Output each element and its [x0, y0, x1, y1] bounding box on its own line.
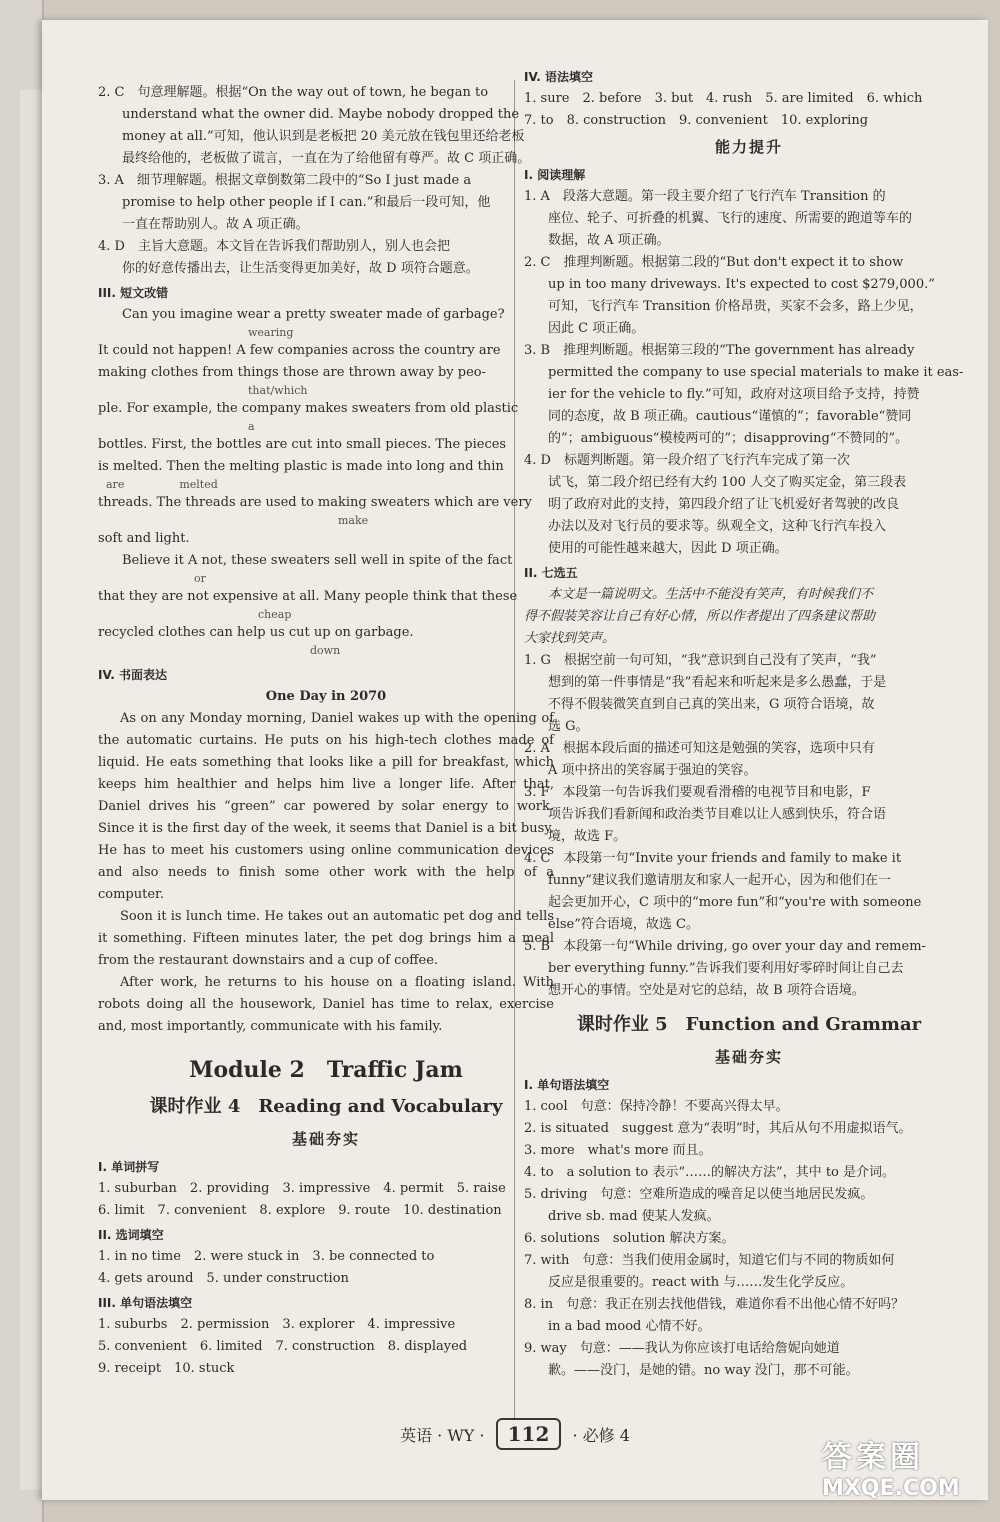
answer-line: 的”；ambiguous“模棱两可的”；disapproving“不赞同的”。	[548, 431, 909, 446]
answer-line: 2. C 句意理解题。根据“On the way out of town, he began to	[98, 85, 489, 100]
grammar-answers	[524, 1096, 974, 1382]
answer-line: 2. C 推理判断题。根据第二段的“But don't expect it to show	[524, 255, 904, 270]
section-header-reading: I. 阅读理解	[524, 168, 586, 182]
seven-intro	[524, 584, 974, 650]
answer-line: 想开心的事情。空处是对它的总结，故 B 项符合语境。	[548, 983, 865, 998]
passage-line: soft and light.	[98, 531, 190, 546]
answer-line: 数据，故 A 项正确。	[548, 233, 670, 248]
passage-line: Believe it A not, these sweaters sell well in spite of the fact	[122, 553, 513, 568]
answer-line: 2. is situated suggest 意为“表明”时，其后从句不用虚拟语气。	[524, 1121, 912, 1136]
reading-answers-top	[98, 82, 554, 280]
answer-line: 6. limit 7. convenient 8. explore 9. route 10. destination	[98, 1203, 502, 1218]
section-header-writing: IV. 书面表达	[98, 668, 167, 682]
section-header-grammar-cloze: IV. 语法填空	[524, 70, 593, 84]
answer-line: 1. G 根据空前一句可知，“我”意识到自己没有了笑声，“我”	[524, 653, 877, 668]
essay-paragraph: Soon it is lunch time. He takes out an automatic pet dog and tells it something. Fifteen minutes later, the pet dog brings him a meal from the restaurant downstairs and a cup of coffee.	[98, 909, 554, 968]
answer-line: 2. A 根据本段后面的描述可知这是勉强的笑容，选项中只有	[524, 741, 875, 756]
passage-line: bottles. First, the bottles are cut into small pieces. The pieces	[98, 437, 507, 452]
answer-line: 4. to a solution to 表示“……的解决方法”，其中 to 是介词。	[524, 1165, 896, 1180]
answer-line: 4. C 本段第一句“Invite your friends and family to make it	[524, 851, 902, 866]
answer-line: 同的态度，故 B 项正确。cautious“谨慎的”；favorable“赞同	[548, 409, 912, 424]
answer-line: 1. suburbs 2. permission 3. explorer 4. impressive	[98, 1317, 456, 1332]
answer-line: 歉。——没门，是她的错。no way 没门，那不可能。	[548, 1363, 859, 1378]
correction-note: wearing	[248, 326, 294, 339]
footer-subject: 英语 · WY ·	[400, 1426, 485, 1445]
correction-note: that/which	[248, 384, 308, 397]
answer-line: drive sb. mad 使某人发疯。	[548, 1209, 720, 1224]
basic-practice-title: 基础夯实	[291, 1130, 360, 1148]
passage-line: It could not happen! A few companies across the country are	[98, 343, 501, 358]
lesson-title: 课时作业 4 Reading and Vocabulary	[149, 1096, 503, 1117]
answer-line: 9. receipt 10. stuck	[98, 1361, 235, 1376]
ability-title: 能力提升	[714, 138, 783, 156]
essay-title: One Day in 2070	[265, 689, 387, 704]
section-header-grammar-fill: III. 单句语法填空	[98, 1296, 193, 1310]
answer-line: funny”建议我们邀请朋友和家人一起开心，因为和他们在一	[548, 873, 891, 888]
watermark-title: 答案圈	[822, 1440, 924, 1475]
answer-line: 不得不假装微笑直到自己真的笑出来，G 项符合语境，故	[548, 697, 875, 712]
answer-line: 起会更加开心，C 项中的“more fun”和“you're with someone	[548, 895, 922, 910]
passage-line: recycled clothes can help us cut up on garbage.	[98, 625, 414, 640]
answer-line: promise to help other people if I can.”和最后一段可知，他	[122, 195, 491, 210]
passage-line: ple. For example, the company makes sweaters from old plastic	[98, 401, 519, 416]
answer-line: 7. with 句意：当我们使用金属时，知道它们与不同的物质如何	[524, 1253, 895, 1268]
correction-note: or	[194, 572, 206, 585]
answer-line: money at all.”可知，他认识到是老板把 20 美元放在钱包里还给老板	[122, 129, 525, 144]
intro-line: 本文是一篇说明文。生活中不能没有笑声，有时候我们不	[548, 587, 874, 602]
reading-answers	[524, 186, 974, 560]
answer-line: 使用的可能性越来越大，因此 D 项正确。	[548, 541, 788, 556]
correction-note: make	[338, 514, 369, 527]
answer-line: 4. gets around 5. under construction	[98, 1271, 349, 1286]
answer-line: 可知，飞行汽车 Transition 价格昂贵，买家不会多，路上少见，	[548, 299, 923, 314]
answer-line: 5. driving 句意：空难所造成的噪音足以使当地居民发疯。	[524, 1187, 874, 1202]
answer-line: 选 G。	[548, 719, 589, 734]
correction-note: cheap	[258, 608, 292, 621]
answer-line: 7. to 8. construction 9. convenient 10. exploring	[524, 113, 869, 128]
error-correction-passage	[98, 304, 554, 658]
answer-line: 5. convenient 6. limited 7. construction 8. displayed	[98, 1339, 468, 1354]
watermark-url: MXQE.COM	[822, 1476, 960, 1501]
section-header-grammar-fill: I. 单句语法填空	[524, 1078, 610, 1092]
passage-line: Can you imagine wear a pretty sweater made of garbage?	[122, 307, 505, 322]
book-page	[42, 20, 988, 1500]
answer-line: 反应是很重要的。react with 与……发生化学反应。	[548, 1275, 854, 1290]
answer-line: 座位、轮子、可折叠的机翼、飞行的速度、所需要的跑道等车的	[548, 211, 913, 226]
answer-line: 因此 C 项正确。	[548, 321, 645, 336]
answer-line: 项告诉我们看新闻和政治类节目难以让人感到快乐，符合语	[548, 807, 887, 822]
answer-line: ier for the vehicle to fly.”可知，政府对这项目给予支持，持赞	[548, 387, 920, 402]
answer-line: permitted the company to use special materials to make it eas-	[548, 365, 964, 380]
answer-line: 一直在帮助别人。故 A 项正确。	[122, 217, 309, 232]
answer-line: understand what the owner did. Maybe nobody dropped the	[122, 107, 520, 122]
answer-line: 3. F 本段第一句告诉我们要观看滑稽的电视节目和电影，F	[524, 785, 871, 800]
answer-line: 1. A 段落大意题。第一段主要介绍了飞行汽车 Transition 的	[524, 189, 886, 204]
passage-line: is melted. Then the melting plastic is made into long and thin	[98, 459, 504, 474]
adjacent-page-strip	[20, 90, 42, 1490]
footer-volume: · 必修 4	[572, 1426, 630, 1445]
answer-line: 想到的第一件事情是“我”看起来和听起来是多么愚蠢，于是	[548, 675, 887, 690]
answer-line: ber everything funny.”告诉我们要利用好零碎时间让自己去	[548, 961, 904, 976]
answer-line: 最终给他的，老板做了谎言，一直在为了给他留有尊严。故 C 项正确。	[122, 151, 531, 166]
answer-line: 1. cool 句意：保持冷静！不要高兴得太早。	[524, 1099, 789, 1114]
answer-line: 1. sure 2. before 3. but 4. rush 5. are limited 6. which	[524, 91, 923, 106]
intro-line: 大家找到笑声。	[524, 631, 616, 646]
section-header-error-correction: III. 短文改错	[98, 286, 169, 300]
answer-line: in a bad mood 心情不好。	[548, 1319, 711, 1334]
answer-line: 9. way 句意：——我认为你应该打电话给詹妮向她道	[524, 1341, 840, 1356]
basic-practice-title: 基础夯实	[714, 1048, 783, 1066]
answer-line: 3. B 推理判断题。根据第三段的“The government has already	[524, 343, 915, 358]
page-number: 112	[496, 1418, 562, 1450]
section-header-spelling: I. 单词拼写	[98, 1160, 160, 1174]
passage-line: making clothes from things those are thrown away by peo-	[98, 365, 486, 380]
section-header-seven-choose-five: II. 七选五	[524, 566, 578, 580]
module-title: Module 2 Traffic Jam	[189, 1057, 463, 1083]
correction-note: a	[248, 420, 255, 433]
answer-line: 1. suburban 2. providing 3. impressive 4. permit 5. raise	[98, 1181, 506, 1196]
answer-line: up in too many driveways. It's expected to cost $279,000.”	[548, 277, 935, 292]
correction-note: are melted	[106, 478, 218, 491]
left-column	[98, 82, 554, 1380]
answer-line: 4. D 主旨大意题。本文旨在告诉我们帮助别人，别人也会把	[98, 239, 450, 254]
seven-answers	[524, 650, 974, 1002]
answer-line: 3. A 细节理解题。根据文章倒数第二段中的“So I just made a	[98, 173, 472, 188]
intro-line: 得不假装笑容让自己有好心情，所以作者提出了四条建议帮助	[524, 609, 876, 624]
lesson-title: 课时作业 5 Function and Grammar	[576, 1014, 922, 1035]
passage-line: threads. The threads are used to making sweaters which are very	[98, 495, 532, 510]
essay-paragraph: After work, he returns to his house on a floating island. With robots doing all the housework, Daniel has time to relax, exercise and, most importantly, communicate with his family.	[98, 975, 554, 1034]
correction-note: down	[310, 644, 341, 657]
passage-line: that they are not expensive at all. Many people think that these	[98, 589, 518, 604]
answer-line: 境，故选 F。	[548, 829, 627, 844]
answer-line: 办法以及对飞行员的要求等。纵观全文，这种飞行汽车投入	[548, 519, 887, 534]
essay-paragraph: As on any Monday morning, Daniel wakes up with the opening of the automatic curtains. He puts on his high-tech clothes made of liquid. He eats something that looks like a pill for breakfast, which keeps him healthier and helps him live a longer life. After that, Daniel drives his “green” car powered by solar energy to work. Since it is the first day of the week, it seems that Daniel is a bit busy. He has to meet his customers using online communication devices and also needs to finish some other work with the help of a computer.	[98, 711, 554, 902]
answer-line: 8. in 句意：我正在别去找他借钱，难道你看不出他心情不好吗？	[524, 1297, 905, 1312]
answer-line: A 项中挤出的笑容属于强迫的笑容。	[548, 763, 757, 778]
section-header-phrase-fill: II. 选词填空	[98, 1228, 164, 1242]
answer-line: 5. B 本段第一句“While driving, go over your day and remem-	[524, 939, 926, 954]
right-column	[524, 64, 974, 1382]
answer-line: 3. more what's more 而且。	[524, 1143, 712, 1158]
answer-line: else”符合语境，故选 C。	[548, 917, 699, 932]
answer-line: 6. solutions solution 解决方案。	[524, 1231, 735, 1246]
answer-line: 1. in no time 2. were stuck in 3. be connected to	[98, 1249, 435, 1264]
answer-line: 明了政府对此的支持，第四段介绍了让飞机爱好者驾驶的改良	[548, 497, 900, 512]
answer-line: 4. D 标题判断题。第一段介绍了飞行汽车完成了第一次	[524, 453, 850, 468]
answer-line: 试飞，第二段介绍已经有大约 100 人交了购买定金，第三段表	[548, 475, 907, 490]
answer-line: 你的好意传播出去，让生活变得更加美好，故 D 项符合题意。	[122, 261, 479, 276]
watermark-logo	[822, 1432, 988, 1512]
